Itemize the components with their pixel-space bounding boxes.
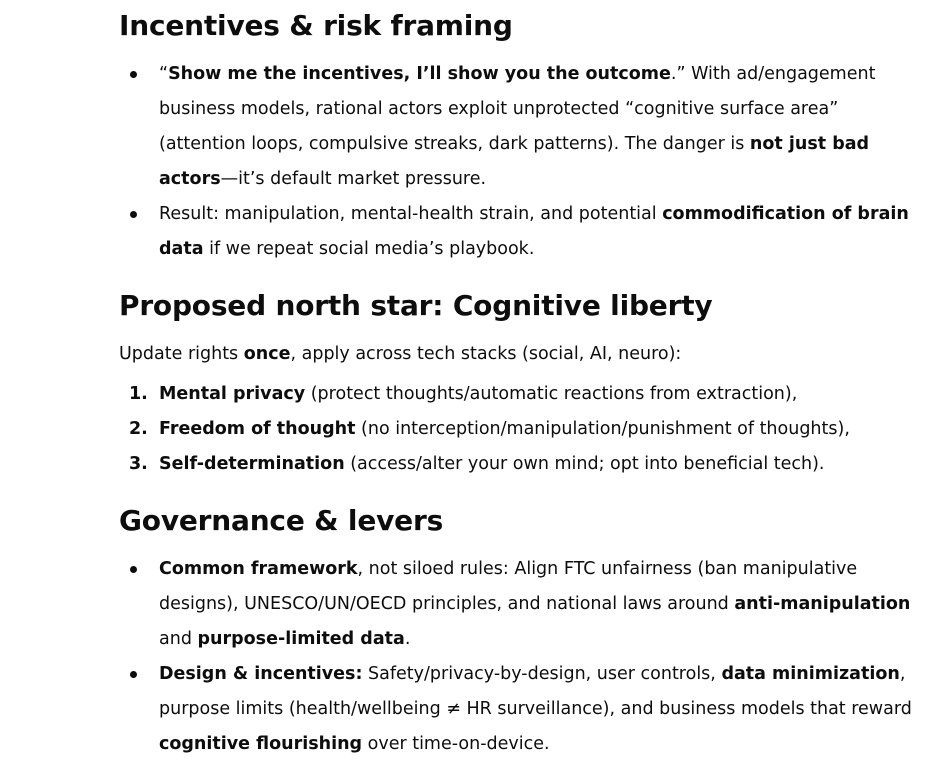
list-number: 2. bbox=[129, 419, 148, 439]
list-item bbox=[119, 57, 919, 197]
bold-phrase: commodification of brain data bbox=[159, 204, 909, 259]
list-item bbox=[119, 197, 919, 267]
item-text bbox=[159, 204, 909, 259]
bold-phrase: cognitive flourishing bbox=[159, 734, 363, 754]
text-span: over time-on-device. bbox=[362, 734, 550, 754]
item-text bbox=[159, 64, 875, 189]
bullet-dot-icon bbox=[130, 566, 137, 573]
text-span: (access/alter your own mind; opt into beneficial tech). bbox=[344, 454, 825, 474]
bold-phrase: Mental privacy bbox=[159, 384, 306, 404]
bullet-dot-icon bbox=[130, 211, 137, 218]
text-span: (no interception/manipulation/punishment of thoughts), bbox=[355, 419, 850, 439]
list-number: 3. bbox=[129, 454, 148, 474]
text-span: , purpose limits (health/wellbeing ≠ HR surveillance), and business models that reward bbox=[159, 664, 912, 719]
bullet-list-governance bbox=[119, 552, 919, 762]
bold-phrase: Self-determination bbox=[159, 454, 345, 474]
text-span: and bbox=[159, 629, 198, 649]
section-heading-governance: Governance & levers bbox=[119, 504, 444, 537]
bold-phrase: Common framework bbox=[159, 559, 358, 579]
list-item bbox=[119, 412, 919, 447]
item-text bbox=[159, 384, 797, 404]
section-heading-north-star: Proposed north star: Cognitive liberty bbox=[119, 289, 713, 322]
text-span: if we repeat social media’s playbook. bbox=[203, 239, 535, 259]
text-span: . bbox=[404, 629, 411, 649]
item-text bbox=[159, 454, 824, 474]
text-span: “ bbox=[159, 64, 169, 84]
bold-phrase: purpose-limited data bbox=[197, 629, 405, 649]
text-span: , apply across tech stacks (social, AI, neuro): bbox=[290, 344, 682, 364]
item-text bbox=[159, 559, 910, 649]
bullet-dot-icon bbox=[130, 71, 137, 78]
list-item bbox=[119, 552, 919, 657]
text-span: Result: manipulation, mental-health strain, and potential bbox=[159, 204, 663, 224]
bold-phrase: once bbox=[243, 344, 291, 364]
bold-phrase: Design & incentives: bbox=[159, 664, 363, 684]
section-intro bbox=[119, 337, 919, 372]
text-span: Update rights bbox=[119, 344, 244, 364]
text-span: (protect thoughts/automatic reactions from extraction), bbox=[305, 384, 798, 404]
text-span: .” With ad/engagement business models, rational actors exploit unprotected “cognitive surface area” (attention loops, compulsive streaks, dark patterns). The danger is bbox=[159, 64, 876, 154]
text-span: Safety/privacy-by-design, user controls, bbox=[362, 664, 722, 684]
bold-phrase: Show me the incentives, I’ll show you the outcome bbox=[168, 64, 671, 84]
bullet-dot-icon bbox=[130, 671, 137, 678]
bold-phrase: data minimization bbox=[721, 664, 900, 684]
list-number: 1. bbox=[129, 384, 148, 404]
item-text bbox=[159, 419, 850, 439]
item-text bbox=[159, 664, 912, 754]
list-item bbox=[119, 447, 919, 482]
text-span: —it’s default market pressure. bbox=[220, 169, 487, 189]
text-span: , not siloed rules: Align FTC unfairness (ban manipulative designs), UNESCO/UN/OECD principles, and national laws around bbox=[159, 559, 858, 614]
bold-phrase: Freedom of thought bbox=[159, 419, 356, 439]
list-item bbox=[119, 657, 919, 762]
bullet-list-incentives bbox=[119, 57, 919, 267]
bold-phrase: anti-manipulation bbox=[734, 594, 911, 614]
numbered-list-rights bbox=[119, 377, 919, 482]
bold-phrase: not just bad actors bbox=[159, 134, 870, 189]
list-item bbox=[119, 377, 919, 412]
section-heading-incentives: Incentives & risk framing bbox=[119, 9, 513, 42]
